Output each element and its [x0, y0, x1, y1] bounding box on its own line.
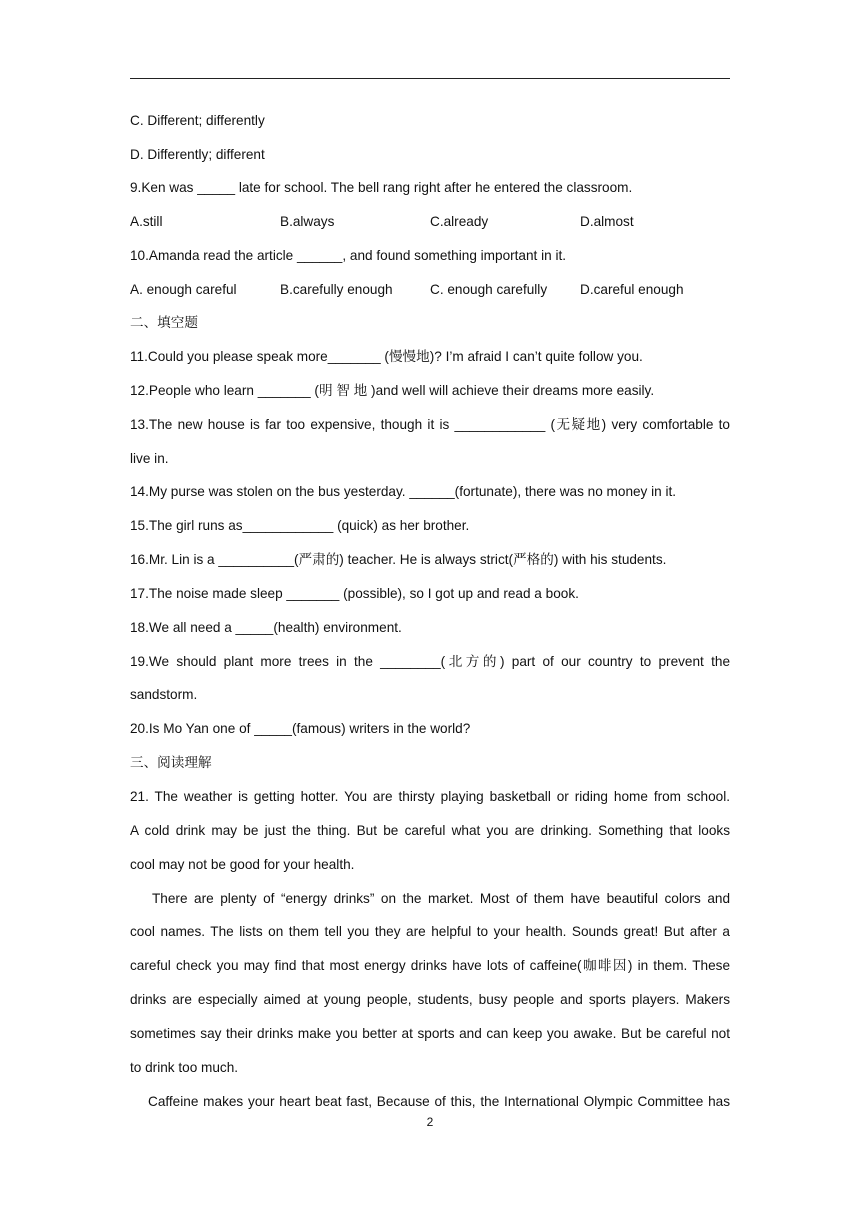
passage-para-2-line-5: sometimes say their drinks make you better at sports and can keep you awake. But be careful not: [130, 1026, 730, 1041]
passage-para-2-line-1: There are plenty of “energy drinks” on the market. Most of them have beautiful colors and: [152, 891, 730, 906]
q9-option-c: C.already: [430, 214, 489, 229]
q10-option-c: C. enough carefully: [430, 282, 548, 297]
section-heading-reading: 三、阅读理解: [130, 755, 212, 771]
section-heading-fill-in: 二、填空题: [130, 315, 198, 331]
passage-para-1-line-1: 21. The weather is getting hotter. You are thirsty playing basketball or riding home from school.: [130, 789, 730, 804]
header-rule: [130, 78, 730, 79]
question-19-line-2: sandstorm.: [130, 687, 198, 702]
question-13-line-1: 13.The new house is far too expensive, though it is ____________ (无疑地) very comfortable to: [130, 417, 730, 432]
passage-para-2-line-6: to drink too much.: [130, 1060, 239, 1075]
option-d-line: D. Differently; different: [130, 147, 265, 162]
passage-para-3-line-1: Caffeine makes your heart beat fast, Because of this, the International Olympic Committee has: [148, 1094, 730, 1109]
question-16: 16.Mr. Lin is a __________(严肃的) teacher. He is always strict(严格的) with his students.: [130, 552, 667, 567]
q9-option-b: B.always: [280, 214, 335, 229]
passage-para-2-line-3: careful check you may find that most energy drinks have lots of caffeine(咖啡因) in them. These: [130, 958, 730, 973]
passage-para-2-line-4: drinks are especially aimed at young people, students, busy people and sports players. Makers: [130, 992, 730, 1007]
q9-option-d: D.almost: [580, 214, 634, 229]
q9-option-a: A.still: [130, 214, 163, 229]
question-19-line-1: 19.We should plant more trees in the ________(北方的) part of our country to prevent the: [130, 654, 730, 669]
q10-option-a: A. enough careful: [130, 282, 237, 297]
question-14: 14.My purse was stolen on the bus yesterday. ______(fortunate), there was no money in it.: [130, 484, 677, 499]
option-c-line: C. Different; differently: [130, 113, 265, 128]
question-13-line-2: live in.: [130, 451, 169, 466]
q10-option-d: D.careful enough: [580, 282, 684, 297]
question-20: 20.Is Mo Yan one of _____(famous) writers in the world?: [130, 721, 471, 736]
passage-para-2-line-2: cool names. The lists on them tell you they are helpful to your health. Sounds great! But after a: [130, 924, 730, 939]
q10-option-b: B.carefully enough: [280, 282, 393, 297]
question-11: 11.Could you please speak more_______ (慢慢地)? I’m afraid I can’t quite follow you.: [130, 349, 643, 364]
passage-para-1-line-3: cool may not be good for your health.: [130, 857, 355, 872]
question-18: 18.We all need a _____(health) environment.: [130, 620, 402, 635]
question-17: 17.The noise made sleep _______ (possible), so I got up and read a book.: [130, 586, 579, 601]
question-9: 9.Ken was _____ late for school. The bell rang right after he entered the classroom.: [130, 180, 633, 195]
passage-para-1-line-2: A cold drink may be just the thing. But be careful what you are drinking. Something that looks: [130, 823, 730, 838]
page-number: 2: [426, 1115, 434, 1129]
question-12: 12.People who learn _______ (明 智 地 )and well will achieve their dreams more easily.: [130, 383, 655, 398]
question-10: 10.Amanda read the article ______, and found something important in it.: [130, 248, 567, 263]
question-15: 15.The girl runs as____________ (quick) as her brother.: [130, 518, 470, 533]
